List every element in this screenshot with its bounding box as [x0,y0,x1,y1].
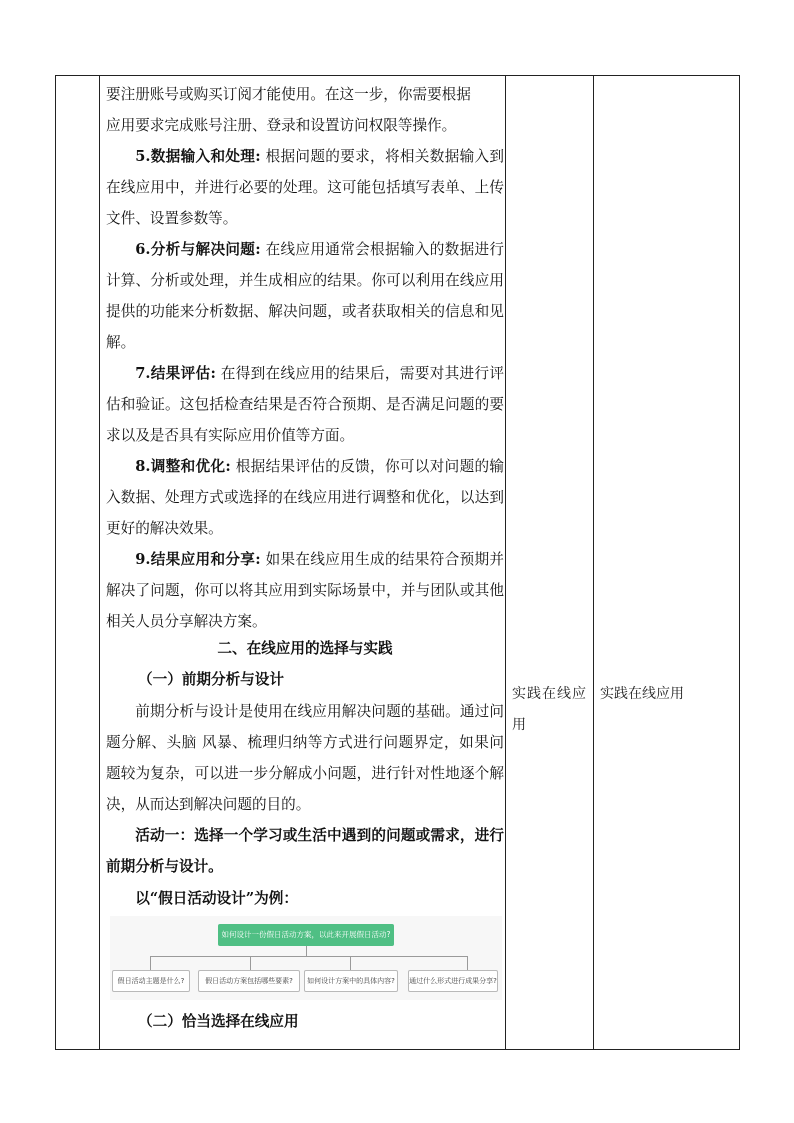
mindmap-node: 假日活动主题是什么? [112,970,190,992]
paragraph-analysis: 前期分析与设计是使用在线应用解决问题的基础。通过问题分解、头脑 风暴、梳理归纳等方式进行问题界定，如果问题较为复杂，可以进一步分解成小问题，进行针对性地逐个解决，从而达到解决问题的目的。 [106,703,504,813]
step-9: 9.结果应用和分享: 如果在线应用生成的结果符合预期并解决了问题，你可以将其应用到实际场景中，并与团队或其他相关人员分享解决方案。 [106,551,505,630]
activity-column [506,76,594,1049]
example-intro: 以“假日活动设计”为例： [135,890,298,907]
content-column [100,76,506,1049]
step-6: 6.分析与解决问题: 在线应用通常会根据输入的数据进行计算、分析或处理，并生成相应的结果。你可以利用在线应用提供的功能来分析数据、解决问题，或者获取相关的信息和见解。 [106,241,505,351]
mindmap-node: 如何设计方案中的具体内容? [304,970,398,992]
intent-column [594,76,741,1049]
subsection-heading-2: （二）恰当选择在线应用 [138,1013,299,1030]
mindmap-image [110,916,502,1000]
activity-one: 活动一：选择一个学习或生活中遇到的问题或需求，进行前期分析与设计。 [106,827,504,875]
step-5: 5.数据输入和处理: 根据问题的要求，将相关数据输入到在线应用中，并进行必要的处理。这可能包括填写表单、上传文件、设置参数等。 [106,148,505,227]
section-heading: 二、在线应用的选择与实践 [217,640,393,657]
intent-cell-text: 实践在线应用 [600,686,684,702]
mindmap-node: 通过什么形式进行成果分享? [408,970,498,992]
activity-cell-text: 实践在线应用 [512,686,587,733]
step-7: 7.结果评估: 在得到在线应用的结果后，需要对其进行评估和验证。这包括检查结果是否符合预期、是否满足问题的要求以及是否具有实际应用价值等方面。 [106,365,504,444]
step-8: 8.调整和优化: 根据结果评估的反馈，你可以对问题的输入数据、处理方式或选择的在线应用进行调整和优化，以达到更好的解决效果。 [106,458,505,537]
lesson-table [55,75,740,1050]
mindmap-node: 假日活动方案包括哪些要素? [198,970,300,992]
subsection-heading-1: （一）前期分析与设计 [138,671,284,688]
mindmap-root: 如何设计一份假日活动方案，以此来开展假日活动? [218,924,394,946]
paragraph-intro: 要注册账号或购买订阅才能使用。在这一步，你需要根据 应用要求完成账号注册、登录和设置访问权限等操作。 [106,86,471,134]
